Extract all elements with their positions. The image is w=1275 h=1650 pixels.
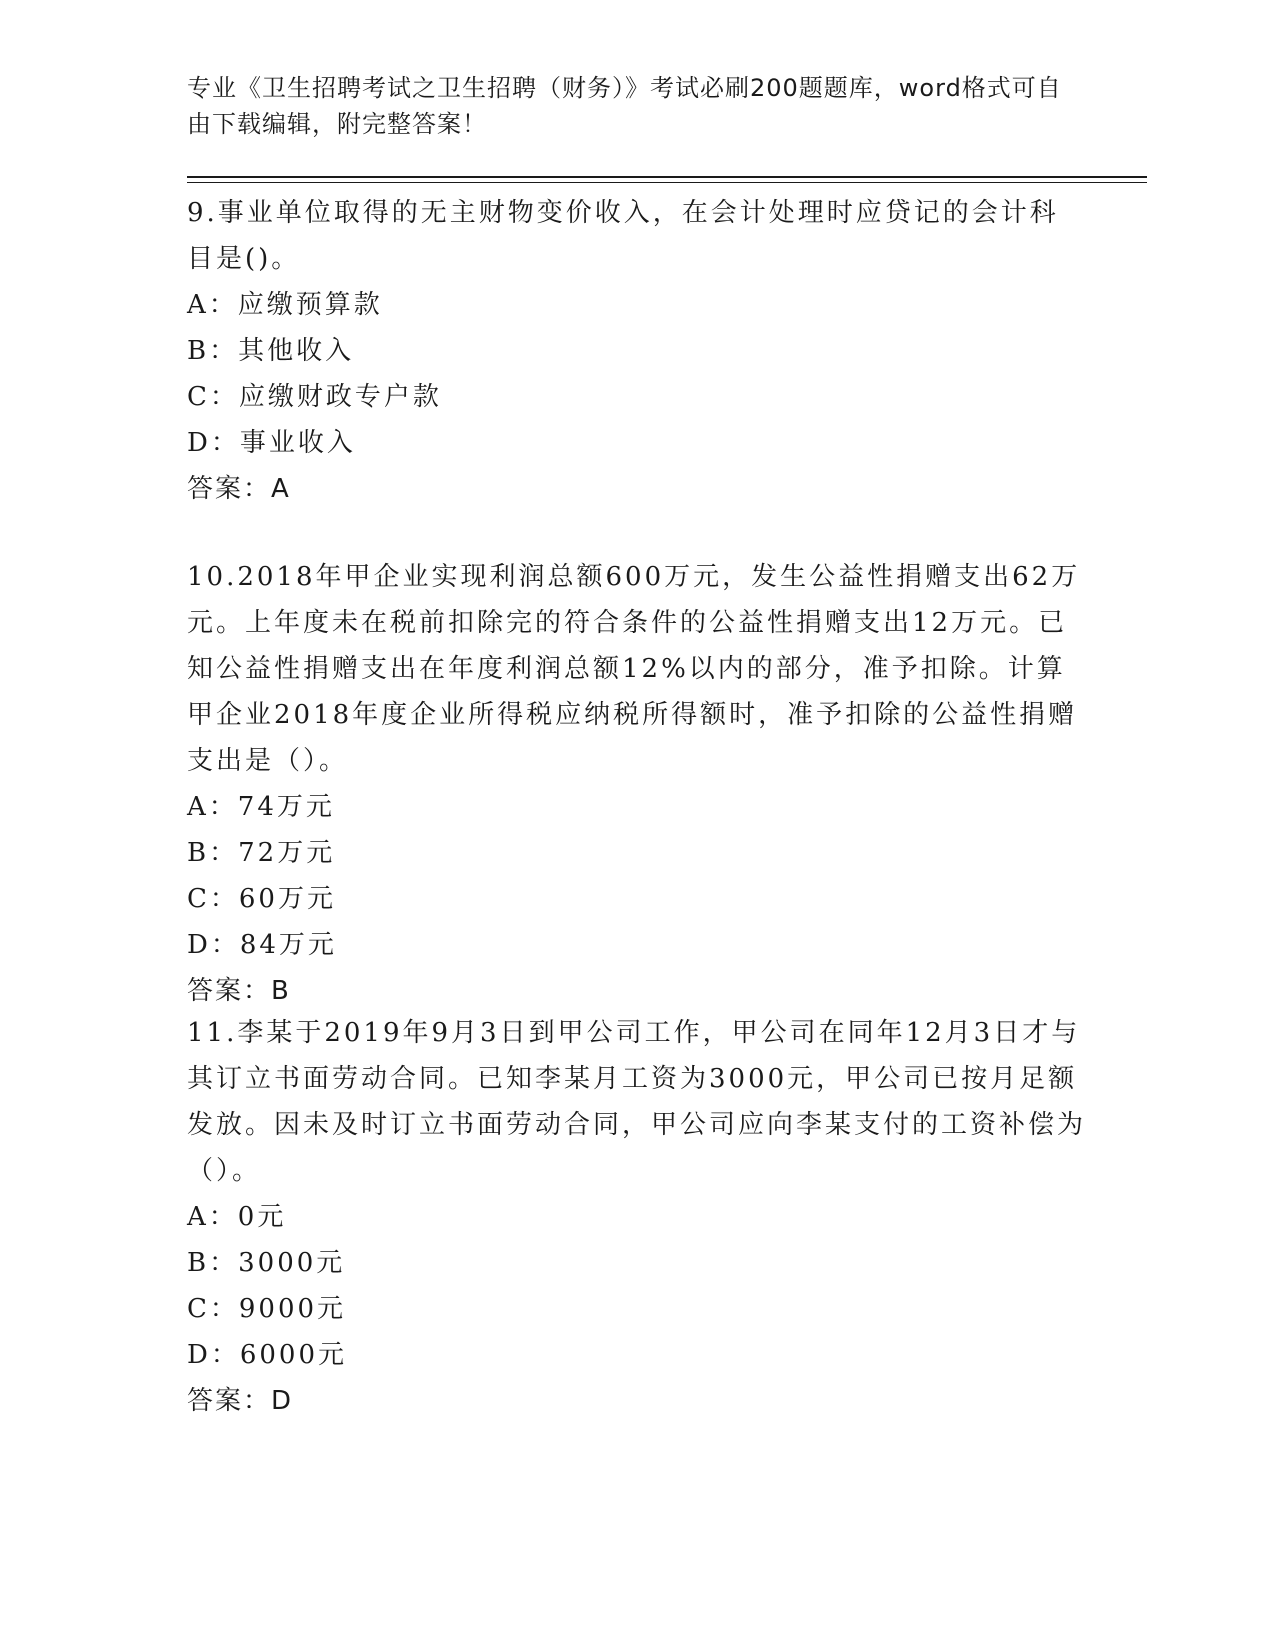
question-stem: 9.事业单位取得的无主财物变价收入，在会计处理时应贷记的会计科目是()。 bbox=[187, 198, 1059, 274]
option-d: D：6000元 bbox=[187, 1340, 348, 1370]
option-b: B：3000元 bbox=[187, 1248, 346, 1278]
question-10 bbox=[187, 554, 1087, 1014]
option-d: D：事业收入 bbox=[187, 428, 356, 458]
option-a: A：74万元 bbox=[187, 792, 335, 822]
option-b: B：其他收入 bbox=[187, 336, 355, 366]
answer-label: 答案：A bbox=[187, 474, 291, 504]
question-9 bbox=[187, 190, 1087, 512]
answer-label: 答案：D bbox=[187, 1386, 294, 1416]
header-divider-thick bbox=[187, 176, 1147, 178]
header-divider-thin bbox=[187, 182, 1147, 183]
option-c: C：应缴财政专户款 bbox=[187, 382, 442, 412]
option-a: A：0元 bbox=[187, 1202, 287, 1232]
question-11 bbox=[187, 1010, 1087, 1424]
option-c: C：9000元 bbox=[187, 1294, 347, 1324]
document-header: 专业《卫生招聘考试之卫生招聘（财务）》考试必刷200题题库，word格式可自由下载编辑，附完整答案！ bbox=[187, 74, 1062, 138]
option-b: B：72万元 bbox=[187, 838, 336, 868]
question-stem: 11.李某于2019年9月3日到甲公司工作，甲公司在同年12月3日才与其订立书面劳动合同。已知李某月工资为3000元，甲公司已按月足额发放。因未及时订立书面劳动合同，甲公司应向李某支付的工资补偿为（）。 bbox=[187, 1018, 1087, 1186]
option-c: C：60万元 bbox=[187, 884, 336, 914]
answer-label: 答案：B bbox=[187, 976, 291, 1006]
option-a: A：应缴预算款 bbox=[187, 290, 383, 320]
question-stem: 10.2018年甲企业实现利润总额600万元，发生公益性捐赠支出62万元。上年度未在税前扣除完的符合条件的公益性捐赠支出12万元。已知公益性捐赠支出在年度利润总额12%以内的部分，准予扣除。计算甲企业2018年度企业所得税应纳税所得额时，准予扣除的公益性捐赠支出是（）。 bbox=[187, 562, 1081, 776]
option-d: D：84万元 bbox=[187, 930, 337, 960]
